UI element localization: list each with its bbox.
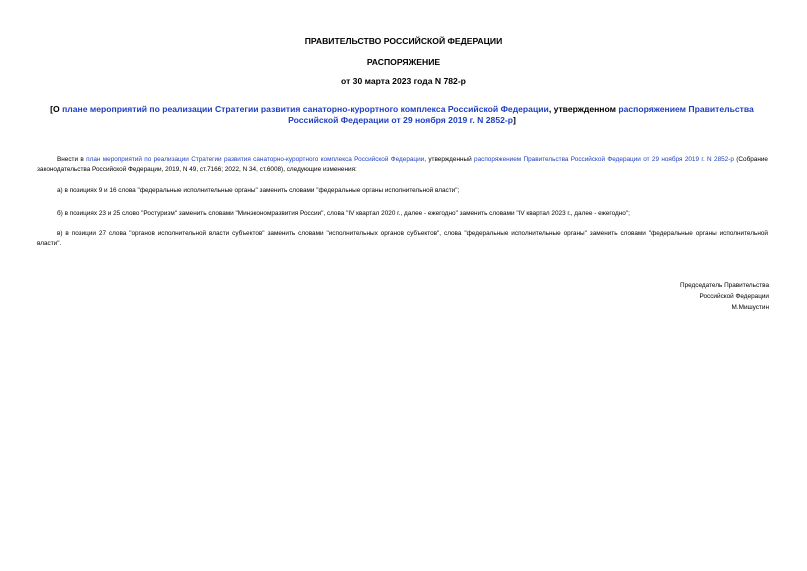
signature-block <box>680 280 769 313</box>
paragraph-intro <box>37 155 768 174</box>
document-title <box>34 104 770 126</box>
intro-middle: , утвержденный <box>424 156 475 163</box>
paragraph-item-b: б) в позициях 23 и 25 слово "Ростуризм" заменить словами "Минэкономразвития России", слова "IV квартал 2020 г., далее - ежегодно" заменить словами "IV квартал 2023 г., далее - ежегодно"; <box>57 210 630 217</box>
title-link-action-plan[interactable]: плане мероприятий по реализации Стратегии развития санаторно-курортного комплекса Российской Федерации <box>62 104 549 114</box>
government-heading: ПРАВИТЕЛЬСТВО РОССИЙСКОЙ ФЕДЕРАЦИИ <box>304 36 503 46</box>
document-type-heading: РАСПОРЯЖЕНИЕ <box>366 57 441 67</box>
document-date-number: от 30 марта 2023 года N 782-р <box>341 76 466 86</box>
title-open-bracket: [О <box>50 104 63 114</box>
intro-end: (Собрание законодательства Российской Федерации, 2019, N 49, ст.7166; 2022, N 34, ст.6008), следующие изменения: <box>37 156 768 173</box>
title-middle-text: , утвержденном <box>548 104 619 114</box>
paragraph-item-c: в) в позиции 27 слова "органов исполнительной власти субъектов" заменить словами "исполнительных органов субъектов", слова "федеральные исполнительные органы" заменить словами "федеральные органы исполнительной власти". <box>37 230 768 247</box>
intro-link-action-plan[interactable]: план мероприятий по реализации Стратегии развития санаторно-курортного комплекса Российской Федерации <box>86 156 425 163</box>
title-link-order-2852[interactable]: распоряжением Правительства Российской Федерации от 29 ноября 2019 г. N 2852-р <box>288 104 754 125</box>
signature-organization: Российской Федерации <box>699 293 769 300</box>
paragraph-item-a: а) в позициях 9 и 16 слова "федеральные исполнительные органы" заменить словами "федеральные органы исполнительной власти"; <box>57 187 460 194</box>
title-close-bracket: ] <box>513 115 516 125</box>
intro-start: Внести в <box>57 156 87 163</box>
intro-link-order-2852[interactable]: распоряжением Правительства Российской Федерации от 29 ноября 2019 г. N 2852-р <box>474 156 734 163</box>
signature-name: М.Мишустин <box>731 304 769 311</box>
signature-position: Председатель Правительства <box>680 282 769 289</box>
